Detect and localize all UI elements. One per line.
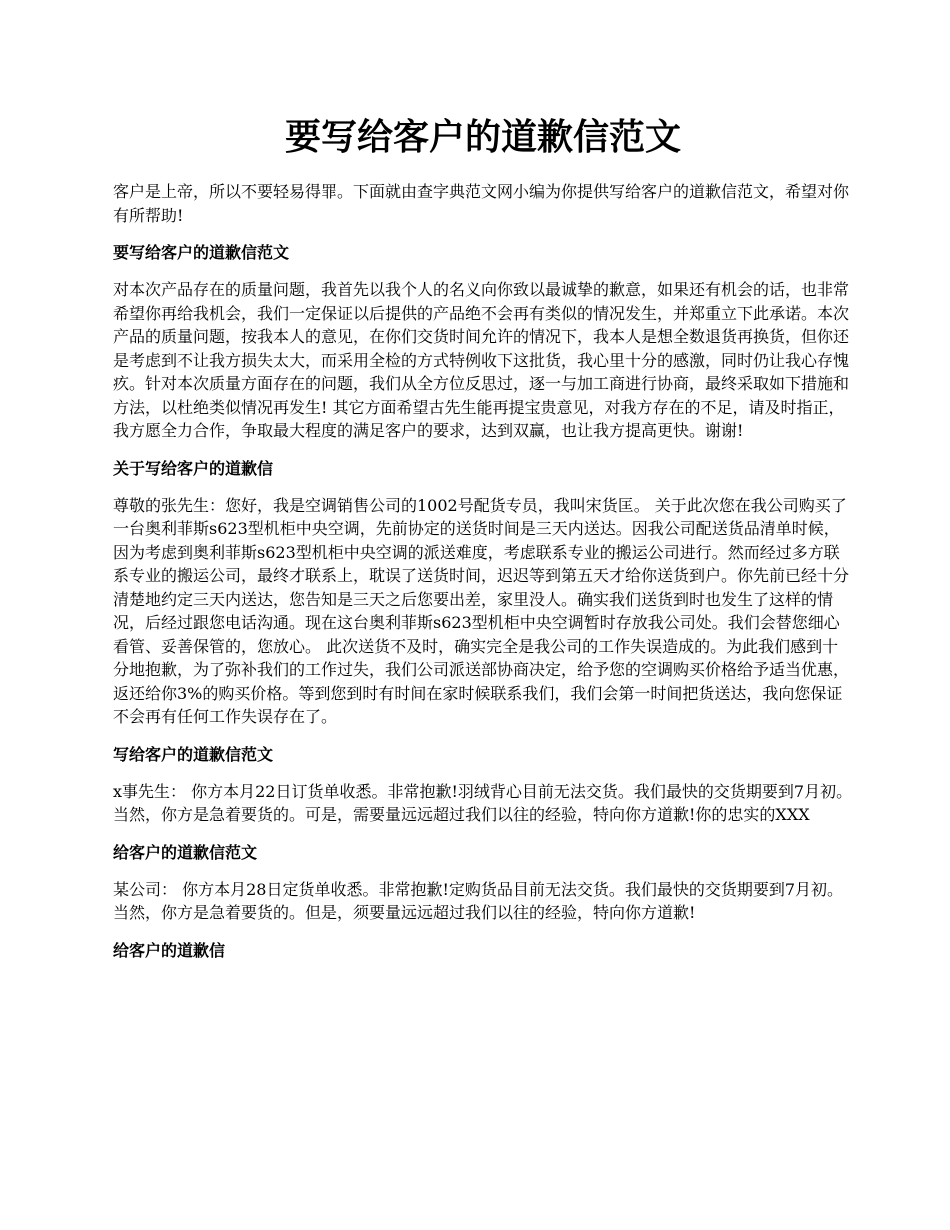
section-heading-4: 给客户的道歉信范文 <box>113 842 258 862</box>
document-page <box>113 112 853 976</box>
section-heading-1: 要写给客户的道歉信范文 <box>113 243 290 262</box>
section-body-4: 某公司： 你方本月28日定货单收悉。非常抱歉!定购货品目前无法交货。我们最快的交货期要到7月初。当然，你方是急着要货的。但是，须要量远远超过我们以往的经验，特向你方道歉! <box>113 879 844 922</box>
section-body-3: x事先生： 你方本月22日订货单收悉。非常抱歉!羽绒背心目前无法交货。我们最快的交货期要到7月初。 当然，你方是急着要货的。可是，需要量远远超过我们以往的经验，特向你方道歉!你的忠实的XXX <box>113 781 853 824</box>
section-heading-5: 给客户的道歉信 <box>113 940 226 960</box>
intro-paragraph: 客户是上帝，所以不要轻易得罪。下面就由查字典范文网小编为你提供写给客户的道歉信范文，希望对你有所帮助! <box>113 182 850 225</box>
section-body-2: 尊敬的张先生：您好，我是空调销售公司的1002号配货专员，我叫宋货匡。 关于此次您在我公司购买了一台奥利菲斯s623型机柜中央空调，先前协定的送货时间是三天内送达。因我公司配送货品清单时候，因为考虑到奥利菲斯s623型机柜中央空调的派送难度，考虑联系专业的搬运公司进行。然而经过多方联系专业的搬运公司，最终才联系上，耽误了送货时间，迟迟等到第五天才给你送货到户。你先前已经十分清楚地约定三天内送达，您告知是三天之后您要出差，家里没人。确实我们送货到时也发生了这样的情况，后经过跟您电话沟通。现在这台奥利菲斯s623型机柜中央空调暂时存放我公司处。我们会替您细心看管、妥善保管的，您放心。 此次送货不及时，确实完全是我公司的工作失误造成的。为此我们感到十分地抱歉，为了弥补我们的工作过失，我们公司派送部协商决定，给予您的空调购买价格给予适当优惠，返还给你3%的购买价格。等到您到时有时间在家时候联系我们，我们会第一时间把货送达，我向您保证不会再有任何工作失误存在了。 <box>113 495 850 726</box>
section-heading-3: 写给客户的道歉信范文 <box>113 744 274 764</box>
section-body-1: 对本次产品存在的质量问题，我首先以我个人的名义向你致以最诚挚的歉意，如果还有机会的话，也非常希望你再给我机会，我们一定保证以后提供的产品绝不会再有类似的情况发生，并郑重立下此承诺。本次产品的质量问题，按我本人的意见，在你们交货时间允许的情况下，我本人是想全数退货再换货，但你还是考虑到不让我方损失太大，而采用全检的方式特例收下这批货，我心里十分的感激，同时仍让我心存愧疚。针对本次质量方面存在的问题，我们从全方位反思过，逐一与加工商进行协商，最终采取如下措施和方法，以杜绝类似情况再发生! 其它方面希望古先生能再提宝贵意见，对我方存在的不足，请及时指正，我方愿全力合作，争取最大程度的满足客户的要求，达到双赢，也让我方提高更快。谢谢! <box>113 280 850 440</box>
page-title: 要写给客户的道歉信范文 <box>284 116 681 158</box>
section-heading-2: 关于写给客户的道歉信 <box>113 458 274 478</box>
